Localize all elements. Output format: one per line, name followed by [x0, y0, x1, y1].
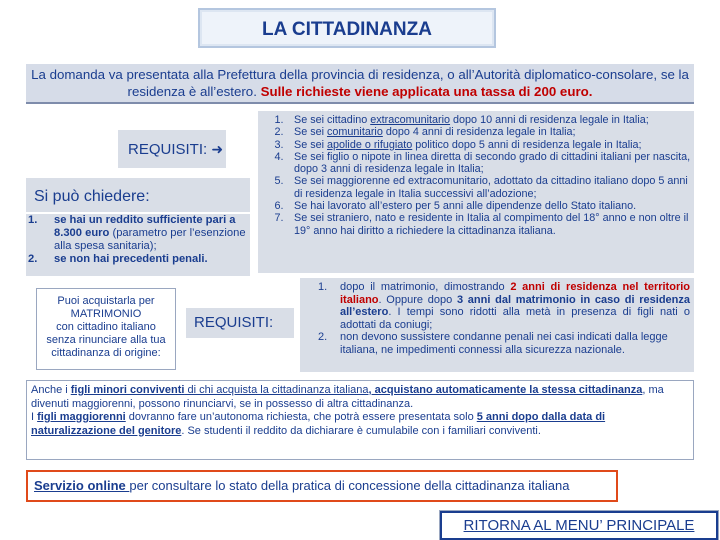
requisiti-text-1: REQUISITI:: [128, 141, 208, 158]
figli-maggiorenni-paragraph: [31, 411, 689, 438]
list-item-text-tail: . I tempi sono ridotti alla metà in presenza di figli nati o adottati da coniugi;: [340, 306, 690, 331]
list-item-underlined: comunitario: [327, 126, 383, 139]
back-to-menu-label: RITORNA AL MENU’ PRINCIPALE: [463, 517, 695, 534]
list-item: [264, 151, 694, 176]
list-item: [264, 114, 694, 126]
matrimonio-line: con cittadino italiano: [56, 321, 156, 333]
figli-info-box: [26, 380, 694, 460]
page-title-text: LA CITTADINANZA: [262, 19, 432, 40]
si-puo-chiedere-box: [26, 178, 250, 212]
list-item-amount: 8.300 euro: [54, 227, 110, 239]
list-item-number: 2.: [318, 331, 328, 344]
list-item-text: Se sei maggiorenne ed extracomunitario, adottato da cittadino italiano dopo 5 anni di residenza legale in Italia successivi all’adozione;: [294, 175, 688, 200]
list-item-text: Se sei: [294, 138, 328, 151]
list-item-underlined: apolide o rifugiato: [327, 138, 413, 151]
list-item: [306, 331, 690, 356]
back-to-menu-button[interactable]: [440, 511, 718, 540]
list-item-text: Se sei straniero, nato e residente in Italia al compimento del 18° anno e non oltre il 19° anno hai diritto a richiedere la cittadinanza italiana.: [294, 212, 689, 237]
list-item-text: dopo il matrimonio, dimostrando: [340, 281, 511, 293]
requisiti-list-2: [300, 278, 694, 372]
list-item-text: Se hai lavorato all’estero per 5 anni alle dipendenze dello Stato italiano.: [294, 200, 637, 213]
para-text-bold: , acquistano automaticamente la stessa cittadinanza: [368, 384, 643, 396]
list-item-number: 6.: [274, 200, 284, 213]
list-item-text: non devono sussistere condanne penali nei casi indicati dalla legge italiana, ne impedimenti connessi alla sicurezza nazionale.: [340, 331, 668, 356]
intro-tax-text: Sulle richieste viene applicata una tassa di 200 euro.: [260, 84, 593, 99]
list-item-number: 4.: [274, 150, 284, 163]
list-item-text: se non hai precedenti penali.: [54, 253, 208, 265]
si-puo-chiedere-text: Si può chiedere:: [34, 188, 150, 205]
figli-maggiorenni-link: figli maggiorenni: [37, 411, 126, 423]
list-item-highlight: 2 anni di residenza nel territorio italiano: [340, 281, 690, 306]
para-text-bold: 5 anni dopo dalla data di naturalizzazione del genitore: [31, 411, 606, 437]
para-text: dovranno fare un’autonoma richiesta, che potrà essere presentata solo: [125, 411, 477, 423]
list-item-text-tail: (parametro per l’esenzione alla spesa sanitaria);: [54, 227, 246, 252]
list-item-number: 1.: [274, 114, 284, 126]
arrow-right-icon: ➜: [211, 141, 224, 157]
list-item-number: 2.: [28, 253, 38, 265]
para-text-underlined: di chi acquista la cittadinanza italiana: [184, 384, 369, 396]
list-item: [264, 175, 694, 200]
si-puo-chiedere-list: [26, 214, 250, 276]
list-item-underlined: extracomunitario: [370, 114, 451, 126]
list-item: [26, 214, 250, 253]
list-item-text-tail: dopo 4 anni di residenza legale in Italia;: [382, 126, 576, 139]
page-title: [198, 8, 496, 48]
intro-box: [26, 64, 694, 104]
list-item-text-tail: politico dopo 5 anni di residenza legale in Italia;: [412, 138, 642, 151]
para-text: Anche i: [31, 384, 71, 396]
requisiti-list-1: [258, 111, 694, 273]
list-item-text: . Oppure dopo: [378, 293, 457, 306]
list-item-text-tail: dopo 10 anni di residenza legale in Italia;: [450, 114, 649, 126]
requisiti-text-2: REQUISITI:: [194, 314, 274, 331]
list-item-text: Se sei figlio o nipote in linea diretta di secondo grado di cittadini italiani per nascita, dopo 3 anni di residenza legale in Italia;: [294, 150, 691, 176]
list-item-number: 1.: [318, 281, 328, 293]
list-item: [264, 200, 694, 212]
list-item: [264, 139, 694, 151]
list-item-bold: 3 anni dal matrimonio in caso di residenza all’estero: [340, 293, 691, 319]
list-item: [306, 281, 690, 331]
figli-minori-link: figli minori conviventi: [70, 384, 185, 396]
list-item-text: Se sei cittadino: [294, 114, 371, 126]
list-item-number: 5.: [274, 175, 284, 188]
matrimonio-line: senza rinunciare alla tua cittadinanza di origine:: [46, 334, 166, 359]
list-item-number: 2.: [274, 126, 284, 139]
list-item-number: 7.: [274, 212, 284, 225]
servizio-online-link[interactable]: Servizio online: [34, 478, 130, 493]
list-item-number: 3.: [274, 138, 284, 151]
servizio-online-text: per consultare lo stato della pratica di concessione della cittadinanza italiana: [129, 478, 570, 493]
para-text: , ma divenuti maggiorenni, possono rinunciarvi, se in possesso di altra cittadinanza.: [31, 384, 664, 410]
servizio-online-box: [26, 470, 618, 502]
requisiti-label-2: [186, 308, 294, 338]
figli-minori-paragraph: [31, 384, 689, 411]
requisiti-label-1: [118, 130, 226, 168]
list-item: [264, 212, 694, 237]
para-text: I: [31, 411, 38, 423]
intro-text: La domanda va presentata alla Prefettura della provincia di residenza, o all’Autorità diplomatico-consolare, se la residenza è all’estero.: [31, 67, 689, 99]
list-item-number: 1.: [28, 214, 38, 226]
list-item-text: se hai un reddito sufficiente pari a: [54, 214, 236, 226]
list-item-text: Se sei: [294, 126, 328, 139]
list-item: [26, 253, 250, 266]
list-item: [264, 126, 694, 138]
matrimonio-line: Puoi acquistarla per: [57, 295, 155, 307]
matrimonio-heading: MATRIMONIO: [70, 308, 142, 320]
para-text: . Se studenti il reddito da dichiarare è cumulabile con i familiari conviventi.: [181, 424, 541, 437]
matrimonio-box: [36, 288, 176, 370]
